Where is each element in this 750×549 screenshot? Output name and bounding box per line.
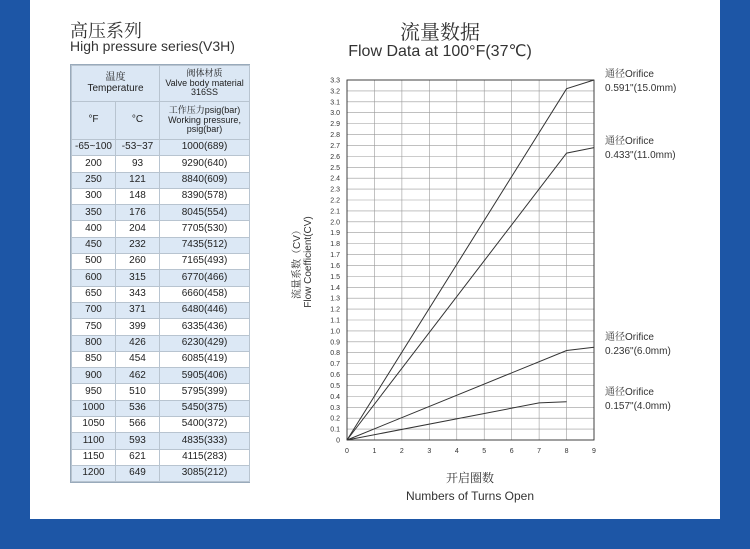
y-tick-label: 1.1 (330, 317, 340, 325)
cell-fahrenheit: 350 (72, 205, 116, 221)
cell-fahrenheit: 450 (72, 237, 116, 253)
x-tick-label: 1 (372, 448, 377, 455)
chart-subtitle: Flow Data at 100°F(37℃) (348, 43, 532, 60)
x-tick-label: 2 (399, 448, 404, 455)
cell-pressure: 7705(530) (160, 221, 250, 237)
y-tick-label: 3.1 (330, 99, 340, 107)
cell-fahrenheit: 300 (72, 188, 116, 204)
y-tick-label: 0.8 (330, 350, 340, 358)
series-label-11mm-en: 0.433"(11.0mm) (605, 150, 676, 161)
cell-pressure: 9290(640) (160, 156, 250, 172)
cell-celsius: 462 (116, 368, 160, 384)
cell-fahrenheit: 500 (72, 254, 116, 270)
chart-title: 流量数据 (400, 22, 480, 44)
series-label-15mm-zh: 通径Orifice (605, 69, 654, 80)
cell-fahrenheit: 850 (72, 351, 116, 367)
cell-celsius: 260 (116, 254, 160, 270)
cell-pressure: 1000(689) (160, 140, 250, 156)
x-tick-label: 6 (509, 448, 514, 455)
cell-fahrenheit: 1050 (72, 417, 116, 433)
y-tick-label: 2.7 (330, 142, 340, 150)
cell-celsius: 121 (116, 172, 160, 188)
pressure-header-en: Working pressure, psig(bar) (168, 114, 241, 135)
cell-pressure: 4835(333) (160, 433, 250, 449)
y-axis-label-zh: 流量系数（CV） (292, 225, 303, 299)
cell-celsius: 454 (116, 351, 160, 367)
cell-fahrenheit: 1000 (72, 400, 116, 416)
y-tick-label: 0.1 (330, 426, 340, 434)
y-tick-label: 1.3 (330, 295, 340, 303)
cell-fahrenheit: 250 (72, 172, 116, 188)
y-tick-label: 1.0 (330, 328, 340, 336)
y-tick-label: 3.2 (330, 88, 340, 96)
cell-pressure: 5795(399) (160, 384, 250, 400)
series-label-4mm-zh: 通径Orifice (605, 387, 654, 398)
temperature-header-zh: 温度 (105, 72, 126, 83)
x-tick-label: 5 (482, 448, 487, 455)
cell-celsius: 343 (116, 286, 160, 302)
x-tick-label: 0 (345, 448, 349, 455)
y-tick-label: 3.3 (330, 77, 340, 85)
y-tick-label: 2.2 (330, 197, 340, 205)
y-tick-label: 1.7 (330, 252, 340, 260)
cell-celsius: 315 (116, 270, 160, 286)
cell-pressure: 6335(436) (160, 319, 250, 335)
cell-celsius: 426 (116, 335, 160, 351)
y-tick-label: 1.9 (330, 230, 340, 238)
series-line-0 (347, 80, 594, 440)
y-tick-label: 2.5 (330, 164, 340, 172)
x-tick-label: 7 (537, 448, 542, 455)
cell-celsius: 399 (116, 319, 160, 335)
y-tick-label: 1.4 (330, 284, 340, 292)
x-tick-label: 3 (427, 448, 432, 455)
y-tick-label: 0.7 (330, 361, 340, 369)
cell-celsius: -53~37 (116, 140, 160, 156)
cell-pressure: 8045(554) (160, 205, 250, 221)
series-label-6mm-en: 0.236"(6.0mm) (605, 346, 671, 357)
cell-celsius: 93 (116, 156, 160, 172)
cell-fahrenheit: 650 (72, 286, 116, 302)
cell-pressure: 7435(512) (160, 237, 250, 253)
cell-pressure: 5400(372) (160, 417, 250, 433)
y-tick-label: 2.4 (330, 175, 340, 183)
y-tick-label: 1.2 (330, 306, 340, 314)
cell-fahrenheit: 750 (72, 319, 116, 335)
y-tick-label: 0.2 (330, 415, 340, 423)
y-tick-label: 0.5 (330, 382, 340, 390)
cell-celsius: 371 (116, 302, 160, 318)
material-header-zh: 阀体材质 (186, 68, 223, 79)
pressure-header-zh: 工作压力psig(bar) (168, 105, 241, 116)
y-tick-label: 1.6 (330, 262, 340, 270)
cell-pressure: 7165(493) (160, 254, 250, 270)
cell-pressure: 5450(375) (160, 400, 250, 416)
y-tick-label: 2.1 (330, 208, 340, 216)
cell-celsius: 566 (116, 417, 160, 433)
y-tick-label: 0.9 (330, 339, 340, 347)
cell-pressure: 6480(446) (160, 302, 250, 318)
series-label-11mm-zh: 通径Orifice (605, 136, 654, 147)
cell-celsius: 593 (116, 433, 160, 449)
x-tick-label: 4 (454, 448, 459, 455)
cell-pressure: 8390(578) (160, 188, 250, 204)
y-tick-label: 3.0 (330, 110, 340, 118)
cell-celsius: 621 (116, 449, 160, 465)
cell-fahrenheit: 800 (72, 335, 116, 351)
celsius-header: °C (116, 102, 160, 140)
plot-frame (347, 80, 594, 440)
y-tick-label: 2.0 (330, 219, 340, 227)
x-tick-label: 9 (592, 448, 596, 455)
cell-celsius: 536 (116, 400, 160, 416)
y-tick-label: 0.3 (330, 404, 340, 412)
cell-pressure: 4115(283) (160, 449, 250, 465)
y-tick-label: 0.6 (330, 372, 340, 380)
cell-fahrenheit: 950 (72, 384, 116, 400)
cell-pressure: 6085(419) (160, 351, 250, 367)
cell-celsius: 176 (116, 205, 160, 221)
material-header-grade: 316SS (191, 87, 219, 98)
cell-celsius: 649 (116, 465, 160, 481)
cell-pressure: 3085(212) (160, 465, 250, 481)
cell-fahrenheit: 400 (72, 221, 116, 237)
x-axis-label-en: Numbers of Turns Open (405, 489, 535, 503)
y-tick-label: 2.3 (330, 186, 340, 194)
cell-fahrenheit: 1200 (72, 465, 116, 481)
cell-fahrenheit: 1100 (72, 433, 116, 449)
cell-fahrenheit: 900 (72, 368, 116, 384)
series-label-4mm-en: 0.157"(4.0mm) (605, 401, 671, 412)
series-label-15mm-en: 0.591"(15.0mm) (605, 83, 677, 94)
fahrenheit-header: °F (72, 102, 116, 140)
y-tick-label: 2.6 (330, 153, 340, 161)
cell-pressure: 5905(406) (160, 368, 250, 384)
x-axis-label-zh: 开启圈数 (445, 471, 494, 485)
y-tick-label: 1.5 (330, 273, 340, 281)
y-tick-label: 1.8 (330, 241, 340, 249)
material-header-en: Valve body material (165, 77, 244, 88)
cell-celsius: 204 (116, 221, 160, 237)
cell-fahrenheit: -65~100 (72, 140, 116, 156)
x-tick-label: 8 (564, 448, 569, 455)
y-tick-label: 2.9 (330, 121, 340, 129)
cell-celsius: 148 (116, 188, 160, 204)
temperature-header-en: Temperature (87, 82, 144, 94)
cell-fahrenheit: 600 (72, 270, 116, 286)
cell-pressure: 6230(429) (160, 335, 250, 351)
y-axis-label-en: Flow Coefficient(CV) (303, 216, 314, 308)
series-title-zh: 高压系列 (70, 21, 142, 41)
cell-fahrenheit: 200 (72, 156, 116, 172)
y-tick-label: 0 (336, 437, 340, 445)
y-tick-label: 0.4 (330, 393, 340, 401)
cell-pressure: 6770(466) (160, 270, 250, 286)
series-line-2 (347, 347, 594, 440)
series-title-en: High pressure series(V3H) (70, 38, 235, 54)
cell-fahrenheit: 700 (72, 302, 116, 318)
cell-celsius: 510 (116, 384, 160, 400)
cell-celsius: 232 (116, 237, 160, 253)
cell-fahrenheit: 1150 (72, 449, 116, 465)
cell-pressure: 8840(609) (160, 172, 250, 188)
y-tick-label: 2.8 (330, 132, 340, 140)
cell-pressure: 6660(458) (160, 286, 250, 302)
series-label-6mm-zh: 通径Orifice (605, 332, 654, 343)
